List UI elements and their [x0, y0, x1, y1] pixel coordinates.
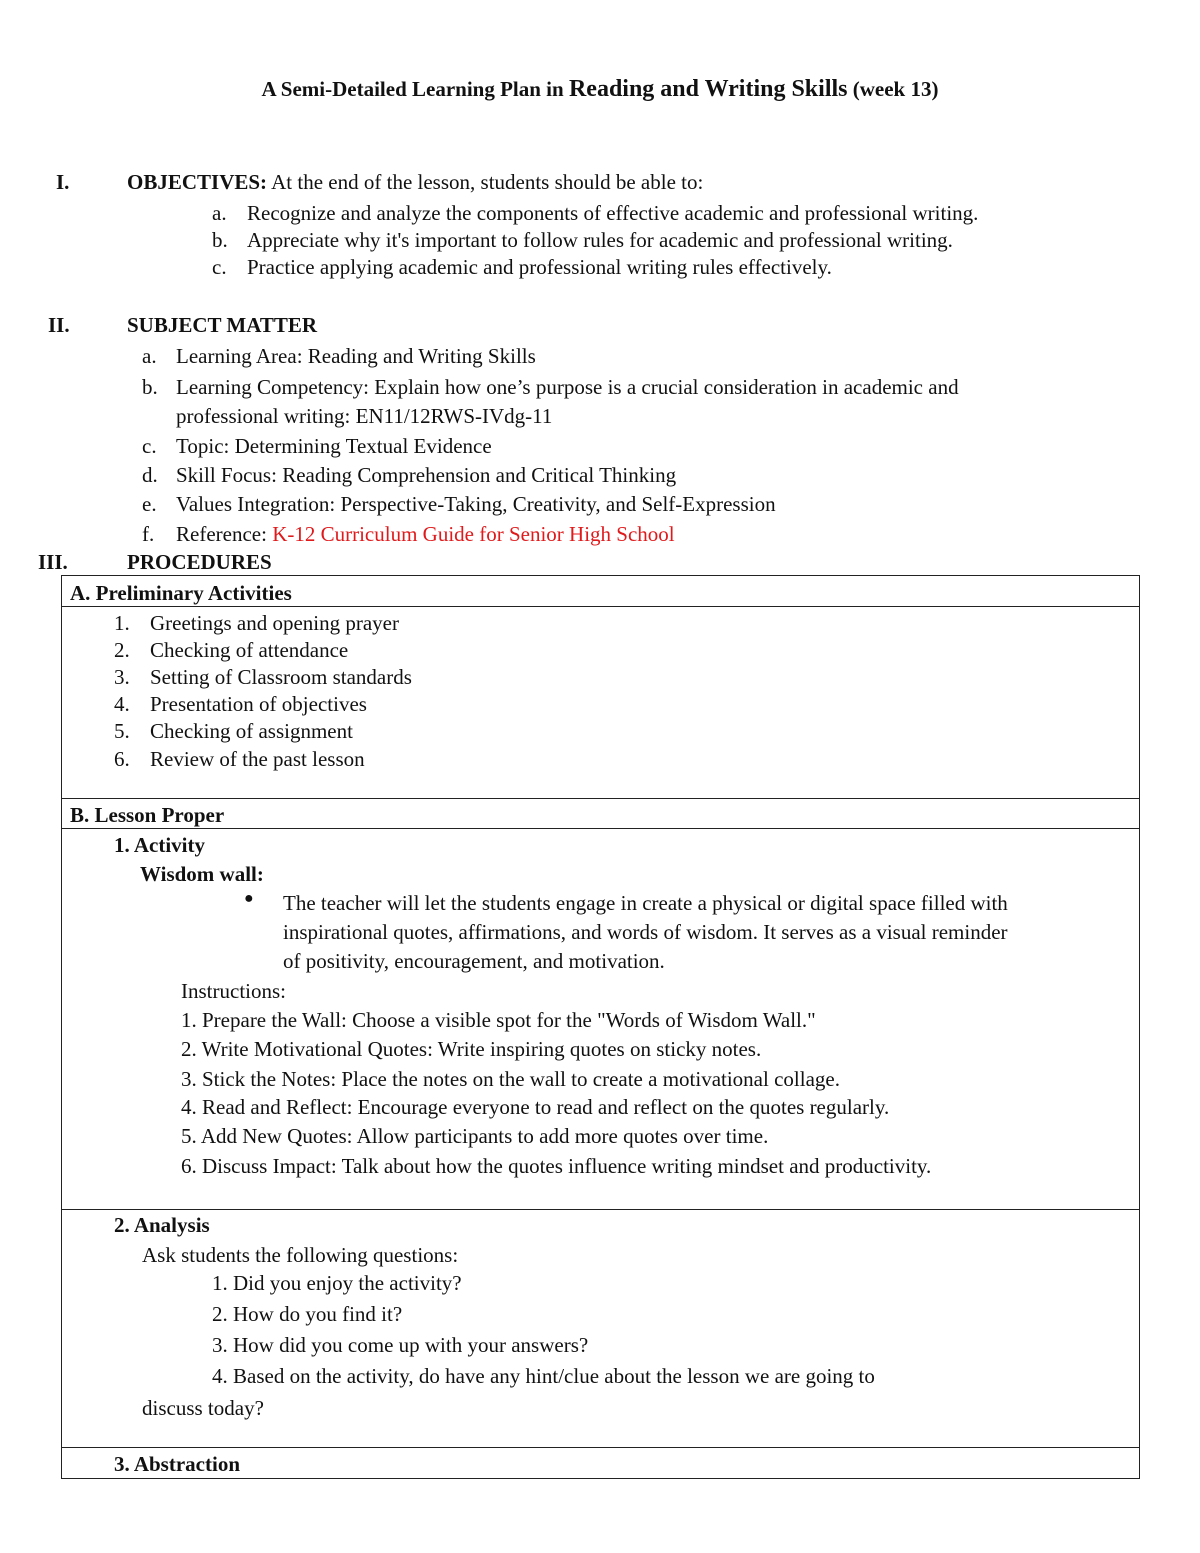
preliminary-item: Checking of assignment: [150, 719, 353, 743]
abstraction-heading: 3. Abstraction: [114, 1452, 240, 1476]
objective-item: Practice applying academic and professional writing rules effectively.: [247, 255, 832, 279]
objectives-numeral: I.: [56, 170, 70, 194]
preliminary-heading: A. Preliminary Activities: [70, 581, 292, 605]
title-prefix: A Semi-Detailed Learning Plan in: [261, 77, 569, 101]
subject-marker: e.: [142, 492, 157, 516]
analysis-heading: 2. Analysis: [114, 1213, 210, 1237]
subject-item: Values Integration: Perspective-Taking, Creativity, and Self-Expression: [176, 492, 776, 516]
objective-marker: a.: [212, 201, 227, 225]
objective-marker: b.: [212, 228, 228, 252]
instruction-item: 5. Add New Quotes: Allow participants to add more quotes over time.: [181, 1124, 769, 1148]
subject-item-continued: professional writing: EN11/12RWS-IVdg-11: [176, 404, 553, 428]
analysis-question: 3. How did you come up with your answers?: [212, 1333, 589, 1357]
objective-marker: c.: [212, 255, 227, 279]
objective-item: Recognize and analyze the components of effective academic and professional writing.: [247, 201, 979, 225]
preliminary-item: Review of the past lesson: [150, 747, 365, 771]
subject-item: Learning Area: Reading and Writing Skills: [176, 344, 536, 368]
preliminary-marker: 3.: [114, 665, 130, 689]
preliminary-marker: 2.: [114, 638, 130, 662]
subject-item: Topic: Determining Textual Evidence: [176, 434, 492, 458]
table-left-border: [61, 575, 62, 1479]
analysis-question: 4. Based on the activity, do have any hint/clue about the lesson we are going to: [212, 1364, 875, 1388]
subject-matter-numeral: II.: [48, 313, 70, 337]
preliminary-item: Setting of Classroom standards: [150, 665, 412, 689]
subject-marker: a.: [142, 344, 157, 368]
lesson-proper-heading: B. Lesson Proper: [70, 803, 225, 827]
preliminary-item: Greetings and opening prayer: [150, 611, 399, 635]
subject-marker: c.: [142, 434, 157, 458]
instruction-item: 6. Discuss Impact: Talk about how the quotes influence writing mindset and productivity.: [181, 1154, 932, 1178]
reference-line: [176, 522, 675, 547]
bullet-icon: ●: [244, 890, 254, 907]
procedures-heading: PROCEDURES: [127, 550, 272, 574]
title-subject: Reading and Writing Skills: [568, 76, 848, 102]
analysis-intro: Ask students the following questions:: [142, 1243, 459, 1267]
preliminary-item: Presentation of objectives: [150, 692, 367, 716]
objectives-heading: OBJECTIVES:: [127, 170, 268, 194]
reference-value: K-12 Curriculum Guide for Senior High School: [272, 522, 675, 546]
table-divider: [61, 798, 1140, 799]
table-bottom-border: [61, 1478, 1140, 1479]
instruction-item: 3. Stick the Notes: Place the notes on the wall to create a motivational collage.: [181, 1067, 840, 1091]
table-divider: [61, 1209, 1140, 1210]
procedures-numeral: III.: [38, 550, 68, 574]
activity-description: inspirational quotes, affirmations, and words of wisdom. It serves as a visual reminder: [283, 920, 1008, 944]
activity-heading: 1. Activity: [114, 833, 205, 857]
activity-subheading: Wisdom wall:: [140, 862, 264, 886]
table-right-border: [1139, 575, 1140, 1479]
title-suffix: (week 13): [847, 77, 939, 101]
analysis-question: 1. Did you enjoy the activity?: [212, 1271, 462, 1295]
analysis-question-continued: discuss today?: [142, 1396, 264, 1420]
preliminary-marker: 1.: [114, 611, 130, 635]
instruction-item: 2. Write Motivational Quotes: Write inspiring quotes on sticky notes.: [181, 1037, 762, 1061]
objectives-intro: At the end of the lesson, students should be able to:: [271, 170, 704, 194]
table-top-border: [61, 575, 1140, 576]
subject-matter-heading: SUBJECT MATTER: [127, 313, 318, 337]
preliminary-item: Checking of attendance: [150, 638, 349, 662]
preliminary-marker: 4.: [114, 692, 130, 716]
subject-marker: b.: [142, 375, 158, 399]
subject-item: Skill Focus: Reading Comprehension and Critical Thinking: [176, 463, 677, 487]
preliminary-marker: 5.: [114, 719, 130, 743]
document-title: [0, 76, 1200, 103]
instructions-label: Instructions:: [181, 979, 286, 1003]
table-divider: [61, 828, 1140, 829]
activity-description: The teacher will let the students engage in create a physical or digital space filled with: [283, 891, 1008, 915]
analysis-question: 2. How do you find it?: [212, 1302, 403, 1326]
instruction-item: 1. Prepare the Wall: Choose a visible spot for the "Words of Wisdom Wall.": [181, 1008, 816, 1032]
instruction-item: 4. Read and Reflect: Encourage everyone to read and reflect on the quotes regularly.: [181, 1095, 890, 1119]
reference-label: Reference:: [176, 522, 273, 546]
table-divider: [61, 1447, 1140, 1448]
subject-marker: f.: [142, 522, 155, 546]
table-divider: [61, 606, 1140, 607]
preliminary-marker: 6.: [114, 747, 130, 771]
objectives-heading-line: [127, 170, 703, 195]
subject-marker: d.: [142, 463, 158, 487]
subject-item: Learning Competency: Explain how one’s purpose is a crucial consideration in academic and: [176, 375, 959, 399]
activity-description: of positivity, encouragement, and motivation.: [283, 949, 665, 973]
objective-item: Appreciate why it's important to follow rules for academic and professional writing.: [247, 228, 953, 252]
